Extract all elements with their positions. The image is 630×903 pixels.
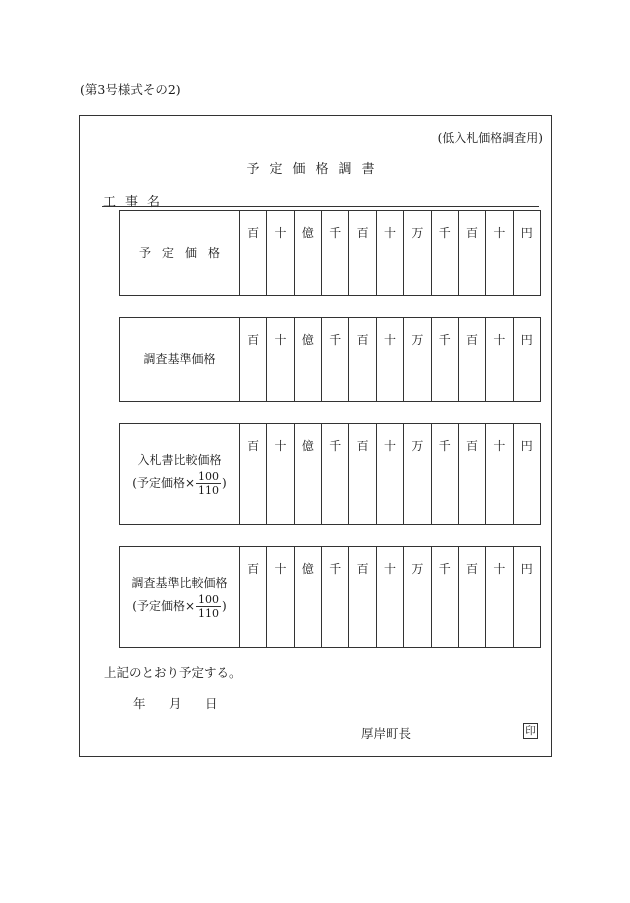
digit-cell: 百 <box>458 318 485 402</box>
digit-cell: 円 <box>513 318 540 402</box>
digit-cell: 億 <box>294 424 321 525</box>
seal-mark: 印 <box>523 723 538 739</box>
digit-cell: 千 <box>431 318 458 402</box>
digit-cell: 千 <box>431 424 458 525</box>
digit-cell: 円 <box>513 424 540 525</box>
digit-cell: 円 <box>513 211 540 296</box>
purpose-label: (低入札価格調査用) <box>437 131 543 145</box>
price-label: 予定価格 <box>120 211 240 296</box>
month-label: 月 <box>169 696 182 711</box>
digit-cell: 千 <box>322 211 349 296</box>
digit-cell: 十 <box>486 211 513 296</box>
digit-cell: 千 <box>431 211 458 296</box>
digit-cell: 十 <box>486 547 513 648</box>
digit-cell: 万 <box>404 211 431 296</box>
digit-cell: 百 <box>458 547 485 648</box>
price-table-bid-comparison <box>119 423 541 525</box>
price-table-survey-comparison <box>119 546 541 648</box>
digit-cell: 百 <box>240 547 267 648</box>
digit-cell: 百 <box>458 211 485 296</box>
work-name-line <box>102 206 539 207</box>
fraction: $\frac{100}{110}$ <box>198 592 220 620</box>
signer-title: 厚岸町長 <box>361 726 412 741</box>
digit-cell: 百 <box>349 547 376 648</box>
digit-cell: 十 <box>376 424 403 525</box>
digit-cell: 百 <box>240 318 267 402</box>
digit-cell: 千 <box>322 547 349 648</box>
digit-cell: 十 <box>486 424 513 525</box>
digit-cell: 十 <box>267 318 294 402</box>
digit-cell: 十 <box>376 211 403 296</box>
digit-cell: 百 <box>349 318 376 402</box>
digit-cell: 百 <box>458 424 485 525</box>
fraction: $\frac{100}{110}$ <box>198 469 220 497</box>
digit-cell: 十 <box>267 547 294 648</box>
digit-cell: 百 <box>349 424 376 525</box>
date-line <box>133 694 241 712</box>
price-table-survey-standard <box>119 317 541 402</box>
digit-cell: 十 <box>267 211 294 296</box>
digit-cell: 万 <box>404 318 431 402</box>
document-title: 予定価格調書 <box>246 162 385 177</box>
digit-cell: 億 <box>294 547 321 648</box>
digit-cell: 百 <box>240 211 267 296</box>
digit-cell: 千 <box>322 318 349 402</box>
digit-cell: 円 <box>513 547 540 648</box>
digit-cell: 十 <box>267 424 294 525</box>
digit-cell: 百 <box>240 424 267 525</box>
price-label: 調査基準価格 <box>120 318 240 402</box>
digit-cell: 千 <box>322 424 349 525</box>
digit-cell: 十 <box>376 318 403 402</box>
digit-cell: 万 <box>404 424 431 525</box>
price-label: 入札書比較価格 (予定価格× $\frac{100}{110}$ ) <box>120 424 240 525</box>
day-label: 日 <box>205 696 218 711</box>
form-number: (第3号様式その2) <box>80 82 181 97</box>
digit-cell: 十 <box>376 547 403 648</box>
closing-statement: 上記のとおり予定する。 <box>104 665 242 680</box>
year-label: 年 <box>133 696 146 711</box>
price-label: 調査基準比較価格 (予定価格× $\frac{100}{110}$ ) <box>120 547 240 648</box>
work-name-label: 工事名 <box>103 195 170 210</box>
price-table-planned <box>119 210 541 296</box>
digit-cell: 十 <box>486 318 513 402</box>
digit-cell: 億 <box>294 318 321 402</box>
form-frame <box>79 115 552 757</box>
digit-cell: 百 <box>349 211 376 296</box>
digit-cell: 千 <box>431 547 458 648</box>
digit-cell: 万 <box>404 547 431 648</box>
digit-cell: 億 <box>294 211 321 296</box>
